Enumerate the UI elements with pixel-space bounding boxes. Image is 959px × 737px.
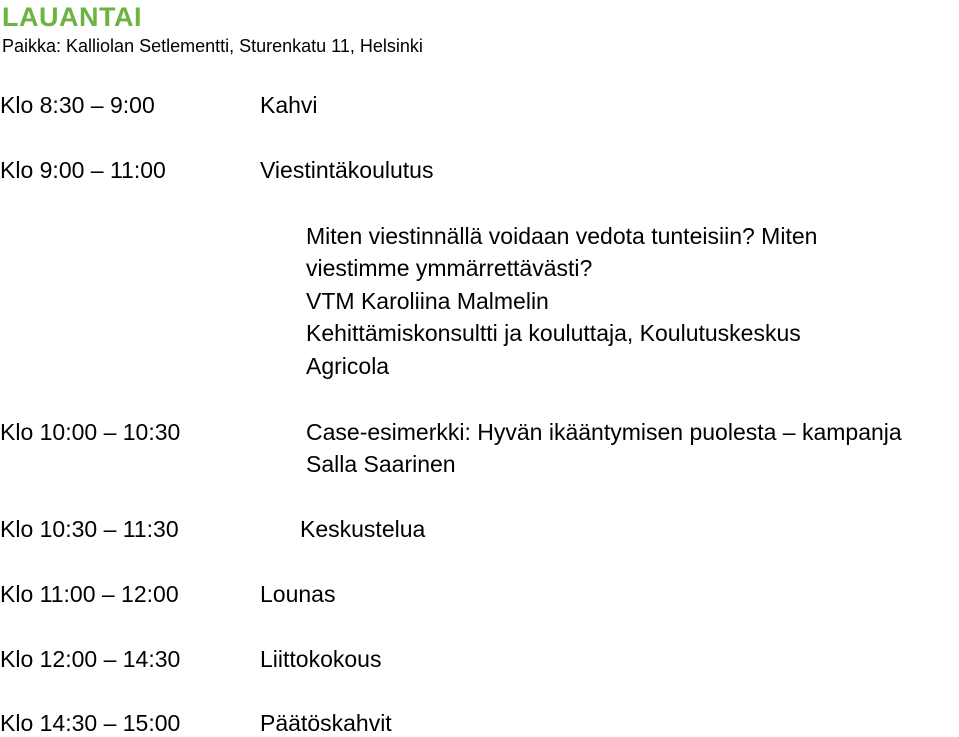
item-title-0: Kahvi — [260, 92, 318, 118]
item-title-1: Viestintäkoulutus — [260, 157, 434, 183]
speaker-name: Salla Saarinen — [306, 451, 456, 477]
item-detail-line: viestimme ymmärrettävästi? — [306, 255, 593, 281]
time-slot-5: Klo 12:00 – 14:30 — [0, 646, 181, 672]
speaker-role: Agricola — [306, 353, 390, 379]
item-title-6: Päätöskahvit — [260, 710, 392, 736]
time-slot-1: Klo 9:00 – 11:00 — [0, 157, 166, 183]
time-slot-0: Klo 8:30 – 9:00 — [0, 92, 155, 118]
item-detail-line: Miten viestinnällä voidaan vedota tunteisiin? Miten — [306, 223, 818, 249]
item-title-2: Case-esimerkki: Hyvän ikääntymisen puolesta – kampanja — [306, 419, 902, 445]
day-heading: LAUANTAI — [2, 2, 142, 32]
speaker-name: VTM Karoliina Malmelin — [306, 288, 549, 314]
venue-line: Paikka: Kalliolan Setlementti, Sturenkatu 11, Helsinki — [2, 36, 423, 56]
time-slot-3: Klo 10:30 – 11:30 — [0, 516, 179, 542]
speaker-role: Kehittämiskonsultti ja kouluttaja, Koulutuskeskus — [306, 320, 801, 346]
time-slot-2: Klo 10:00 – 10:30 — [0, 419, 181, 445]
item-title-4: Lounas — [260, 581, 336, 607]
item-title-3: Keskustelua — [300, 516, 426, 542]
time-slot-6: Klo 14:30 – 15:00 — [0, 710, 181, 736]
item-title-5: Liittokokous — [260, 646, 382, 672]
time-slot-4: Klo 11:00 – 12:00 — [0, 581, 179, 607]
